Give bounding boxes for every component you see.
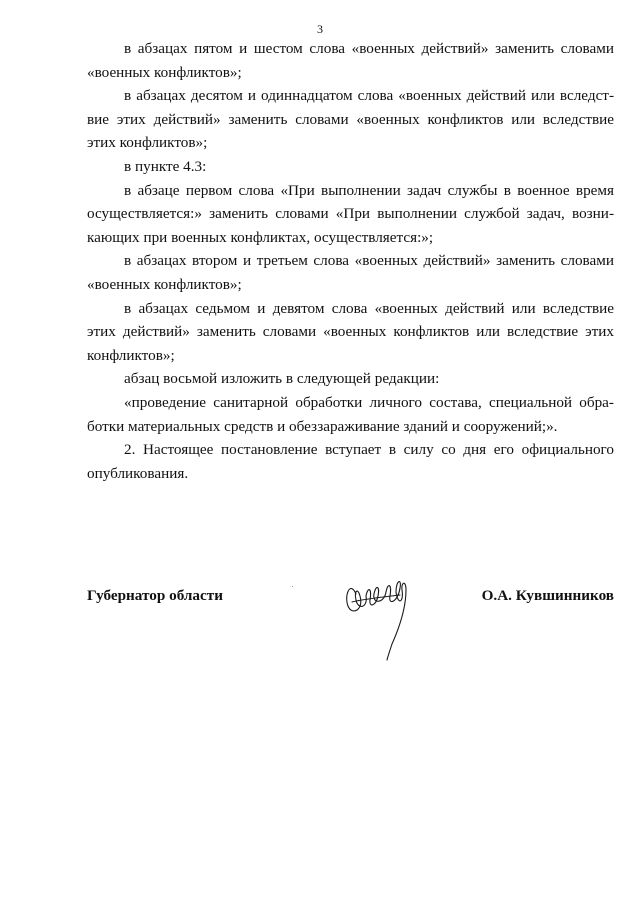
paragraph-2: в абзацах десятом и одиннадцатом слова «военных действий или вследст-вие этих действий» заменить словами «военных конфликтов или вследствие этих конфликтов»; [87,87,614,152]
paragraph-8: «проведение санитарной обработки личного состава, специальной обра-ботки материальных средств и обеззараживание зданий и сооружений;». [87,393,614,435]
signature-block [87,584,614,654]
paragraph-9: 2. Настоящее постановление вступает в силу со дня его официального опубликования. [87,441,614,482]
paragraph-3: в пункте 4.3: [124,157,207,175]
handwritten-signature-icon [342,566,422,666]
signatory-position: Губернатор области [87,587,223,604]
paragraph-6: в абзацах седьмом и девятом слова «военных действий или вследствие этих действий» заменить словами «военных конфликтов или вследствие этих конфликтов»; [87,299,614,364]
page-number: 3 [317,22,323,36]
paragraph-5: в абзацах втором и третьем слова «военных действий» заменить словами «военных конфликтов»; [87,252,614,293]
paragraph-4: в абзаце первом слова «При выполнении задач службы в военное время осуществляется:» заменить словами «При выполнении службой задач, возни-кающих при военных конфликтах, осуществляется:»; [87,181,614,246]
signatory-name: О.А. Кувшинников [481,587,614,604]
paragraph-1: в абзацах пятом и шестом слова «военных действий» заменить словами «военных конфликтов»; [87,40,614,81]
paragraph-7: абзац восьмой изложить в следующей редакции: [124,370,440,388]
document-body [87,37,614,485]
